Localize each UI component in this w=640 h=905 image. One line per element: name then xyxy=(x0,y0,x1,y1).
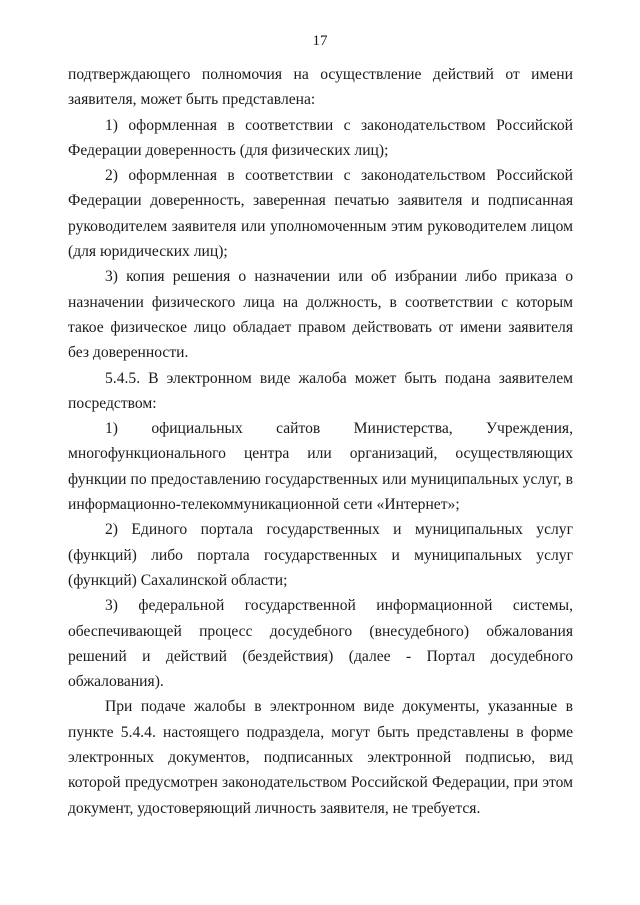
paragraph-channel-3-federal-system: 3) федеральной государственной информационной системы, обеспечивающей процесс досудебного (внесудебного) обжалования решений и действий (бездействия) (далее - Портал досудебного обжалования). xyxy=(68,597,573,691)
paragraph-channel-1-websites: 1) официальных сайтов Министерства, Учреждения, многофункционального центра или организаций, осуществляющих функции по предоставлению государственных или муниципальных услуг, в информационно-телекоммуникационной сети «Интернет»; xyxy=(68,420,573,514)
paragraph-electronic-submission: При подаче жалобы в электронном виде документы, указанные в пункте 5.4.4. настоящего подраздела, могут быть представлены в форме электронных документов, подписанных электронной подписью, вид которой предусмотрен законодательством Российской Федерации, при этом документ, удостоверяющий личность заявителя, не требуется. xyxy=(68,698,573,817)
document-body xyxy=(68,62,573,821)
paragraph-section-5-4-5: 5.4.5. В электронном виде жалоба может быть подана заявителем посредством: xyxy=(68,369,573,412)
paragraph-continuation: подтверждающего полномочия на осуществление действий от имени заявителя, может быть представлена: xyxy=(68,66,573,109)
page-number: 17 xyxy=(312,33,328,49)
paragraph-channel-2-portal: 2) Единого портала государственных и муниципальных услуг (функций) либо портала государственных и муниципальных услуг (функций) Сахалинской области; xyxy=(68,521,573,589)
paragraph-item-3-appointment-copy: 3) копия решения о назначении или об избрании либо приказа о назначении физического лица на должность, в соответствии с которым такое физическое лицо обладает правом действовать от имени заявителя без доверенности. xyxy=(68,268,573,362)
paragraph-item-1-individuals: 1) оформленная в соответствии с законодательством Российской Федерации доверенность (для физических лиц); xyxy=(68,116,573,159)
paragraph-item-2-legal-entities: 2) оформленная в соответствии с законодательством Российской Федерации доверенность, заверенная печатью заявителя и подписанная руководителем заявителя или уполномоченным этим руководителем лицом (для юридических лиц); xyxy=(68,167,573,261)
